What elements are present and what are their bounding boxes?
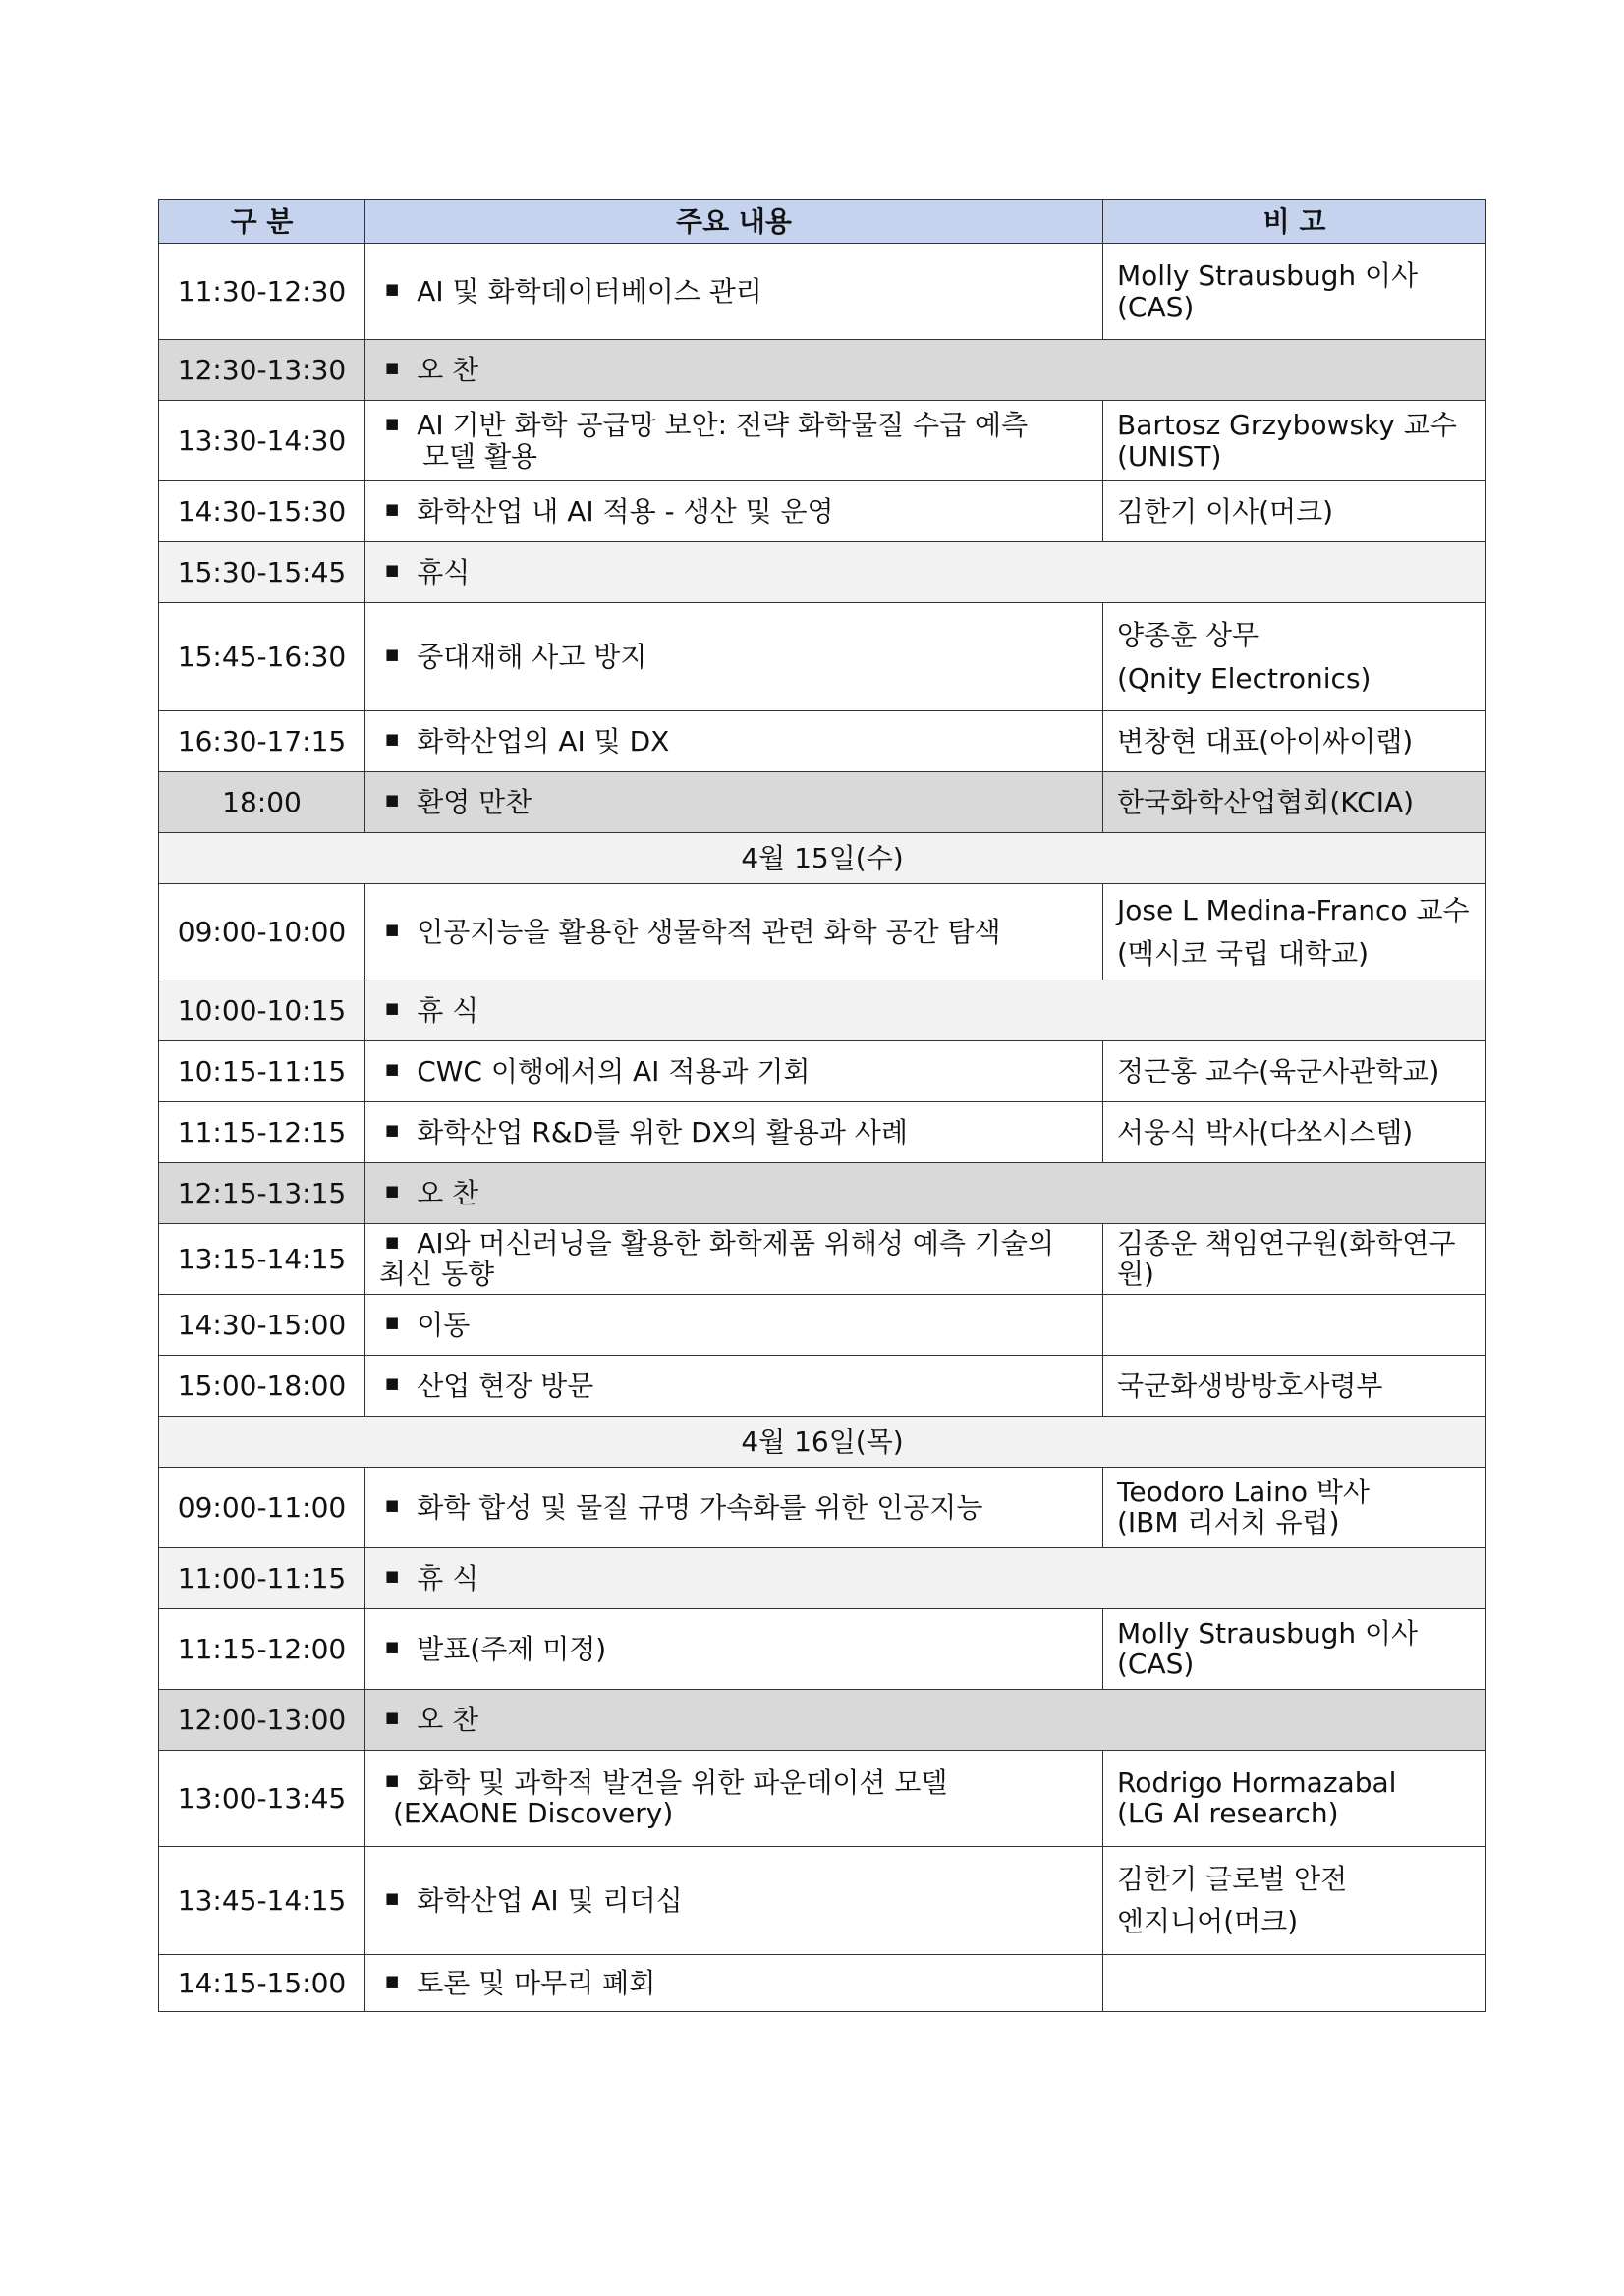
schedule-body [159, 244, 1486, 2012]
time-cell: 11:15-12:00 [159, 1608, 365, 1689]
speaker-line: 양종훈 상무 [1117, 619, 1260, 652]
session-row [159, 1846, 1486, 1954]
lunch-row [159, 1689, 1486, 1750]
session-row [159, 884, 1486, 980]
speaker-line: 엔지니어(머크) [1117, 1905, 1299, 1938]
speaker-line: 변창현 대표(아이싸이랩) [1117, 724, 1414, 757]
session-topic: 화학산업의 AI 및 DX [417, 724, 670, 757]
session-topic: AI와 머신러닝을 활용한 화학제품 위해성 예측 기술의 최신 동향 [379, 1227, 1055, 1291]
speaker-line: 서웅식 박사(다쏘시스템) [1117, 1115, 1414, 1148]
square-bullet-icon: ■ [385, 999, 400, 1018]
square-bullet-icon: ■ [385, 359, 400, 377]
speaker-line: (LG AI research) [1117, 1797, 1339, 1830]
session-row [159, 244, 1486, 340]
day-label: 4월 15일(수) [159, 833, 1486, 884]
time-cell: 09:00-11:00 [159, 1467, 365, 1547]
session-topic: 중대재해 사고 방지 [417, 640, 647, 673]
break-row [159, 980, 1486, 1041]
content-cell [365, 1547, 1486, 1608]
session-topic: 오 찬 [417, 1176, 479, 1209]
content-cell [365, 1467, 1103, 1547]
speaker-cell [1103, 884, 1486, 980]
content-cell [365, 1355, 1103, 1416]
session-topic: 화학산업 R&D를 위한 DX의 활용과 사례 [417, 1115, 908, 1148]
session-topic: 화학 및 과학적 발견을 위한 파운데이션 모델 [417, 1765, 948, 1799]
time-cell: 12:00-13:00 [159, 1689, 365, 1750]
session-row [159, 401, 1486, 481]
session-topic: AI 기반 화학 공급망 보안: 전략 화학물질 수급 예측 [417, 409, 1029, 442]
speaker-line: (CAS) [1117, 1648, 1195, 1681]
speaker-line: (CAS) [1117, 290, 1195, 323]
speaker-cell [1103, 481, 1486, 542]
time-cell: 11:00-11:15 [159, 1547, 365, 1608]
day-label: 4월 16일(목) [159, 1416, 1486, 1467]
speaker-line: Rodrigo Hormazabal [1117, 1765, 1397, 1799]
time-cell: 09:00-10:00 [159, 884, 365, 980]
content-cell [365, 1608, 1103, 1689]
speaker-cell [1103, 1608, 1486, 1689]
session-topic: 발표(주제 미정) [417, 1632, 607, 1665]
speaker-cell [1103, 1750, 1486, 1846]
square-bullet-icon: ■ [385, 1121, 400, 1140]
session-topic: 모델 활용 [422, 439, 538, 473]
content-cell [365, 1163, 1486, 1224]
session-row [159, 1224, 1486, 1295]
session-row [159, 1041, 1486, 1102]
content-cell [365, 1846, 1103, 1954]
square-bullet-icon: ■ [385, 791, 400, 810]
speaker-line: 한국화학산업협회(KCIA) [1117, 785, 1415, 818]
time-cell: 11:30-12:30 [159, 244, 365, 340]
time-cell: 12:30-13:30 [159, 340, 365, 401]
time-cell: 15:00-18:00 [159, 1355, 365, 1416]
session-topic: 환영 만찬 [417, 785, 532, 818]
speaker-cell [1103, 711, 1486, 772]
session-topic: 산업 현장 방문 [417, 1369, 594, 1402]
square-bullet-icon: ■ [385, 1889, 400, 1908]
time-cell: 13:00-13:45 [159, 1750, 365, 1846]
speaker-line: Teodoro Laino 박사 [1117, 1475, 1370, 1508]
square-bullet-icon: ■ [385, 1972, 400, 1990]
day-divider-row [159, 1416, 1486, 1467]
square-bullet-icon: ■ [385, 1314, 400, 1332]
session-topic: 오 찬 [417, 1703, 479, 1736]
speaker-cell [1103, 1102, 1486, 1163]
session-topic: 휴 식 [417, 1561, 479, 1595]
square-bullet-icon: ■ [385, 561, 400, 580]
speaker-cell [1103, 772, 1486, 833]
square-bullet-icon: ■ [385, 1060, 400, 1079]
time-cell: 13:15-14:15 [159, 1224, 365, 1295]
time-cell: 10:15-11:15 [159, 1041, 365, 1102]
content-cell [365, 1954, 1103, 2011]
content-cell [365, 772, 1103, 833]
header-category: 구 분 [159, 200, 365, 244]
speaker-line: Molly Strausbugh 이사 [1117, 259, 1419, 293]
content-cell [365, 1041, 1103, 1102]
square-bullet-icon: ■ [385, 730, 400, 749]
content-cell [365, 1689, 1486, 1750]
square-bullet-icon: ■ [385, 1374, 400, 1393]
break-row [159, 542, 1486, 603]
content-cell [365, 340, 1486, 401]
speaker-line: 김한기 이사(머크) [1117, 494, 1334, 528]
session-topic: 화학 합성 및 물질 규명 가속화를 위한 인공지능 [417, 1490, 983, 1524]
square-bullet-icon: ■ [385, 280, 400, 299]
schedule-table [158, 199, 1486, 2012]
content-cell [365, 1102, 1103, 1163]
session-row [159, 1355, 1486, 1416]
square-bullet-icon: ■ [385, 921, 400, 939]
lunch-row [159, 772, 1486, 833]
speaker-line: Bartosz Grzybowsky 교수 [1117, 409, 1457, 442]
speaker-line: (멕시코 국립 대학교) [1117, 936, 1370, 970]
speaker-line: (IBM 리서치 유럽) [1117, 1506, 1340, 1540]
break-row [159, 1547, 1486, 1608]
speaker-cell [1103, 1846, 1486, 1954]
speaker-cell [1103, 1041, 1486, 1102]
speaker-line: (Qnity Electronics) [1117, 661, 1372, 695]
session-row [159, 603, 1486, 711]
time-cell: 13:30-14:30 [159, 401, 365, 481]
session-topic: 토론 및 마무리 폐회 [417, 1966, 656, 1999]
day-divider-row [159, 833, 1486, 884]
session-topic: 오 찬 [417, 353, 479, 386]
square-bullet-icon: ■ [385, 1771, 400, 1790]
session-topic: 휴식 [417, 555, 471, 588]
speaker-cell [1103, 1294, 1486, 1355]
speaker-cell [1103, 1467, 1486, 1547]
square-bullet-icon: ■ [385, 1567, 400, 1586]
session-row [159, 1954, 1486, 2011]
speaker-line: Jose L Medina-Franco 교수 [1117, 894, 1470, 927]
content-cell [365, 401, 1103, 481]
content-cell [365, 1750, 1103, 1846]
square-bullet-icon: ■ [385, 1638, 400, 1656]
square-bullet-icon: ■ [385, 1182, 400, 1201]
session-topic: 인공지능을 활용한 생물학적 관련 화학 공간 탐색 [417, 915, 1001, 948]
time-cell: 10:00-10:15 [159, 980, 365, 1041]
session-topic: 화학산업 내 AI 적용 - 생산 및 운영 [417, 494, 834, 528]
content-cell [365, 1224, 1103, 1295]
time-cell: 18:00 [159, 772, 365, 833]
header-remarks: 비 고 [1103, 200, 1486, 244]
time-cell: 12:15-13:15 [159, 1163, 365, 1224]
time-cell: 15:30-15:45 [159, 542, 365, 603]
session-row [159, 481, 1486, 542]
speaker-cell [1103, 1224, 1486, 1295]
session-row [159, 1467, 1486, 1547]
speaker-cell [1103, 401, 1486, 481]
square-bullet-icon: ■ [385, 1232, 400, 1251]
speaker-cell [1103, 1355, 1486, 1416]
speaker-line: 김종운 책임연구원(화학연구원) [1117, 1227, 1456, 1291]
square-bullet-icon: ■ [385, 1496, 400, 1515]
content-cell [365, 1294, 1103, 1355]
lunch-row [159, 340, 1486, 401]
square-bullet-icon: ■ [385, 1708, 400, 1727]
speaker-cell [1103, 603, 1486, 711]
session-row [159, 1294, 1486, 1355]
square-bullet-icon: ■ [385, 500, 400, 519]
speaker-cell [1103, 1954, 1486, 2011]
square-bullet-icon: ■ [385, 414, 400, 432]
time-cell: 14:15-15:00 [159, 1954, 365, 2011]
session-topic: 휴 식 [417, 993, 479, 1027]
time-cell: 15:45-16:30 [159, 603, 365, 711]
time-cell: 14:30-15:30 [159, 481, 365, 542]
speaker-line: (UNIST) [1117, 439, 1222, 473]
session-topic: AI 및 화학데이터베이스 관리 [417, 274, 762, 308]
lunch-row [159, 1163, 1486, 1224]
session-row [159, 711, 1486, 772]
speaker-line: 김한기 글로벌 안전 [1117, 1862, 1348, 1895]
table-header-row [159, 200, 1486, 244]
header-content: 주요 내용 [365, 200, 1103, 244]
time-cell: 16:30-17:15 [159, 711, 365, 772]
session-row [159, 1608, 1486, 1689]
speaker-line: 정근홍 교수(육군사관학교) [1117, 1054, 1440, 1088]
session-row [159, 1750, 1486, 1846]
content-cell [365, 711, 1103, 772]
session-topic: 화학산업 AI 및 리더십 [417, 1883, 683, 1917]
content-cell [365, 980, 1486, 1041]
content-cell [365, 481, 1103, 542]
session-topic: CWC 이행에서의 AI 적용과 기회 [417, 1054, 811, 1088]
speaker-line: 국군화생방방호사령부 [1117, 1369, 1383, 1402]
time-cell: 13:45-14:15 [159, 1846, 365, 1954]
content-cell [365, 542, 1486, 603]
time-cell: 14:30-15:00 [159, 1294, 365, 1355]
speaker-line: Molly Strausbugh 이사 [1117, 1616, 1419, 1650]
session-topic: 이동 [417, 1308, 471, 1341]
square-bullet-icon: ■ [385, 645, 400, 664]
content-cell [365, 884, 1103, 980]
session-row [159, 1102, 1486, 1163]
content-cell [365, 603, 1103, 711]
session-topic: (EXAONE Discovery) [393, 1797, 674, 1830]
content-cell [365, 244, 1103, 340]
time-cell: 11:15-12:15 [159, 1102, 365, 1163]
speaker-cell [1103, 244, 1486, 340]
